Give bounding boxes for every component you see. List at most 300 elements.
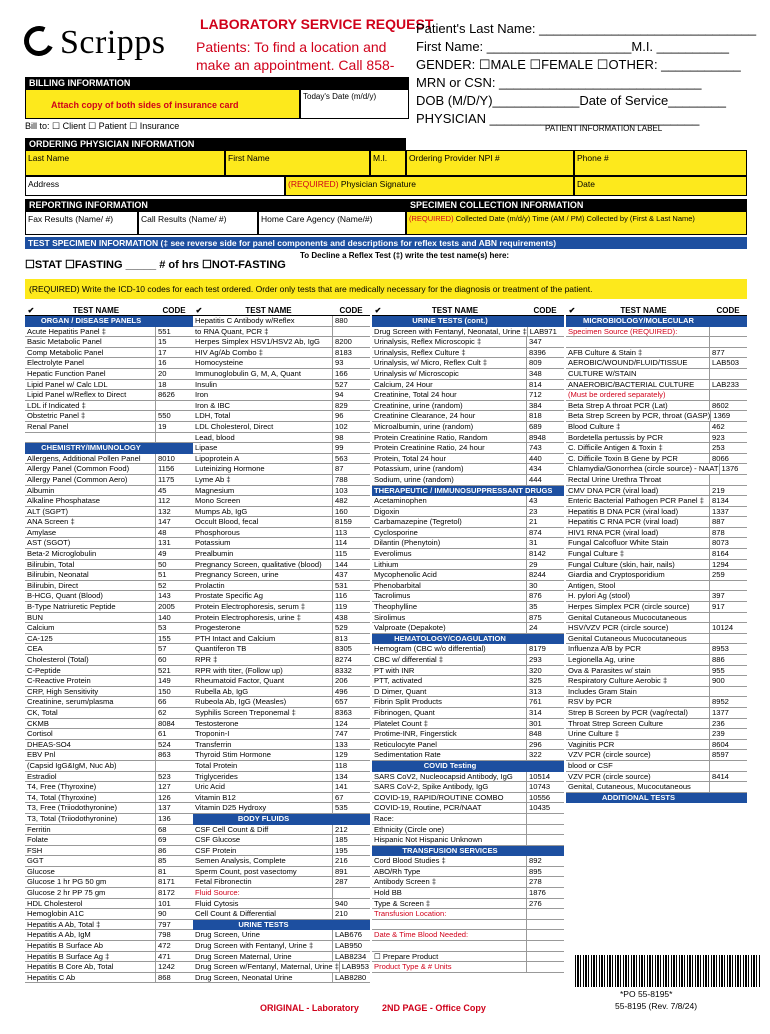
test-row[interactable] <box>193 952 370 963</box>
test-row[interactable] <box>25 962 193 973</box>
test-row[interactable] <box>193 782 370 793</box>
test-row[interactable] <box>193 369 370 380</box>
physician-first-name[interactable]: First Name <box>225 150 370 176</box>
test-row[interactable] <box>372 867 564 878</box>
test-row[interactable] <box>372 803 564 814</box>
test-name: Drug Screen with Fentanyl, Urine ‡ <box>193 941 332 952</box>
test-row[interactable] <box>193 655 370 666</box>
test-code: 1294 <box>709 560 747 571</box>
test-row[interactable] <box>372 708 564 719</box>
required-note[interactable] <box>372 930 564 941</box>
test-row[interactable] <box>193 856 370 867</box>
mrn-field[interactable]: MRN or CSN: ____________________________ <box>416 75 702 90</box>
test-row[interactable] <box>372 899 564 910</box>
test-row[interactable] <box>25 401 193 412</box>
test-row[interactable] <box>25 528 193 539</box>
test-row[interactable] <box>193 401 370 412</box>
test-row[interactable] <box>25 369 193 380</box>
test-name: Potassium <box>193 538 332 549</box>
test-row[interactable] <box>372 528 564 539</box>
test-code: 1156 <box>155 464 193 475</box>
test-row[interactable] <box>566 708 747 719</box>
test-row[interactable] <box>25 390 193 401</box>
test-row[interactable] <box>193 327 370 338</box>
physician-phone[interactable]: Phone # <box>574 150 747 176</box>
test-row[interactable] <box>25 358 193 369</box>
test-row[interactable] <box>193 877 370 888</box>
test-row[interactable] <box>193 962 370 973</box>
test-name: CSF Cell Count & Diff <box>193 825 332 836</box>
test-row[interactable] <box>566 454 747 465</box>
test-row[interactable] <box>372 348 564 359</box>
test-row[interactable] <box>193 750 370 761</box>
test-row[interactable] <box>372 856 564 867</box>
test-row[interactable] <box>25 877 193 888</box>
provider-npi[interactable]: Ordering Provider NPI # <box>406 150 574 176</box>
test-row[interactable] <box>193 909 370 920</box>
test-row[interactable] <box>372 729 564 740</box>
test-name: Throat Strep Screen Culture <box>566 719 709 730</box>
test-row[interactable] <box>193 348 370 359</box>
test-row[interactable] <box>25 464 193 475</box>
test-row[interactable] <box>25 909 193 920</box>
test-code: 955 <box>709 666 747 677</box>
test-row[interactable] <box>25 846 193 857</box>
test-row[interactable] <box>566 687 747 698</box>
test-row[interactable] <box>25 411 193 422</box>
test-row[interactable] <box>193 591 370 602</box>
icd-note: (REQUIRED) Write the ICD-10 codes for each test ordered. Order only tests that are medically necessary for the diagnosis or treatment of the patient. <box>25 279 747 299</box>
test-row[interactable] <box>25 761 193 772</box>
test-row[interactable] <box>372 422 564 433</box>
test-row[interactable] <box>25 952 193 963</box>
test-row[interactable] <box>566 634 747 645</box>
test-row[interactable] <box>372 941 564 952</box>
test-row[interactable] <box>372 433 564 444</box>
test-row[interactable] <box>25 475 193 486</box>
test-row[interactable] <box>25 708 193 719</box>
test-code: 886 <box>709 655 747 666</box>
test-row[interactable] <box>566 411 747 422</box>
test-row[interactable] <box>25 888 193 899</box>
patient-first-name-field[interactable]: First Name: ____________________M.I. __________ <box>416 39 729 54</box>
test-row[interactable] <box>566 644 747 655</box>
test-code: 940 <box>332 899 370 910</box>
test-row[interactable] <box>566 570 747 581</box>
test-row[interactable] <box>25 750 193 761</box>
test-row[interactable] <box>566 433 747 444</box>
test-row[interactable] <box>193 687 370 698</box>
test-row[interactable] <box>566 613 747 624</box>
test-row[interactable] <box>193 507 370 518</box>
required-note[interactable] <box>566 327 747 338</box>
test-row[interactable] <box>25 772 193 783</box>
bill-to[interactable]: Bill to: ☐ Client ☐ Patient ☐ Insurance <box>25 121 180 131</box>
physician-mi[interactable]: M.I. <box>370 150 406 176</box>
test-row[interactable] <box>372 697 564 708</box>
test-name: Hepatitis A Ab, IgM <box>25 930 155 941</box>
test-row[interactable] <box>566 655 747 666</box>
test-row[interactable] <box>25 602 193 613</box>
test-row[interactable] <box>193 380 370 391</box>
gender-field[interactable]: GENDER: ☐MALE ☐FEMALE ☐OTHER: ___________ <box>416 57 741 72</box>
test-row[interactable] <box>372 740 564 751</box>
test-code: 98 <box>332 433 370 444</box>
test-name: Antigen, Stool <box>566 581 709 592</box>
test-row[interactable] <box>25 496 193 507</box>
test-row[interactable] <box>193 899 370 910</box>
test-row[interactable] <box>566 358 747 369</box>
test-row[interactable] <box>25 337 193 348</box>
test-row[interactable] <box>372 814 564 825</box>
test-row[interactable] <box>566 719 747 730</box>
test-row[interactable] <box>193 486 370 497</box>
test-name: Hepatic Function Panel <box>25 369 155 380</box>
test-row[interactable] <box>566 750 747 761</box>
test-row[interactable] <box>25 676 193 687</box>
test-code: 1242 <box>155 962 193 973</box>
test-code: 8134 <box>709 496 747 507</box>
home-care-agency[interactable]: Home Care Agency (Name/#) <box>258 211 406 235</box>
test-row[interactable] <box>372 475 564 486</box>
physician-signature[interactable] <box>285 176 574 196</box>
test-code: 212 <box>332 825 370 836</box>
test-row[interactable] <box>193 634 370 645</box>
test-row[interactable] <box>372 570 564 581</box>
section-header <box>372 634 564 645</box>
test-row[interactable] <box>372 337 564 348</box>
test-row[interactable] <box>25 507 193 518</box>
test-row[interactable] <box>25 729 193 740</box>
test-row[interactable] <box>566 697 747 708</box>
test-row[interactable] <box>25 973 193 984</box>
test-row[interactable] <box>566 422 747 433</box>
test-row[interactable] <box>193 390 370 401</box>
test-code: 8626 <box>155 390 193 401</box>
test-code: 236 <box>709 719 747 730</box>
test-code: 444 <box>526 475 564 486</box>
test-row[interactable] <box>193 835 370 846</box>
test-row[interactable] <box>25 899 193 910</box>
test-row[interactable] <box>566 666 747 677</box>
test-code: 147 <box>155 517 193 528</box>
test-row[interactable] <box>193 517 370 528</box>
test-row[interactable] <box>193 528 370 539</box>
test-name: H. pylori Ag (stool) <box>566 591 709 602</box>
test-name: Antibody Screen ‡ <box>372 877 526 888</box>
test-row[interactable] <box>193 549 370 560</box>
test-row[interactable] <box>566 443 747 454</box>
stat-fasting[interactable]: ☐STAT ☐FASTING _____ # of hrs ☐NOT-FASTING <box>25 259 286 271</box>
test-row[interactable] <box>193 538 370 549</box>
test-row[interactable] <box>566 496 747 507</box>
test-code: 124 <box>332 719 370 730</box>
test-code: 61 <box>155 729 193 740</box>
test-row[interactable] <box>25 941 193 952</box>
test-code: 900 <box>709 676 747 687</box>
test-code <box>709 634 747 645</box>
test-row[interactable] <box>566 369 747 380</box>
test-code: 259 <box>709 570 747 581</box>
test-row[interactable] <box>193 358 370 369</box>
test-row[interactable] <box>193 697 370 708</box>
test-code: 10124 <box>709 623 747 634</box>
test-row[interactable] <box>372 496 564 507</box>
test-code: 301 <box>526 719 564 730</box>
required-note[interactable] <box>372 909 564 920</box>
test-row[interactable] <box>25 560 193 571</box>
required-note[interactable] <box>566 390 747 401</box>
test-row[interactable] <box>372 517 564 528</box>
specimen-header: SPECIMEN COLLECTION INFORMATION <box>406 199 747 211</box>
test-row[interactable] <box>25 803 193 814</box>
test-row[interactable] <box>25 380 193 391</box>
test-row[interactable] <box>25 327 193 338</box>
test-row[interactable] <box>25 517 193 528</box>
test-row[interactable] <box>25 454 193 465</box>
test-row[interactable] <box>372 772 564 783</box>
test-row[interactable] <box>25 549 193 560</box>
test-row[interactable] <box>193 581 370 592</box>
test-name: Herpes Simplex HSV1/HSV2 Ab, IgG <box>193 337 332 348</box>
test-row[interactable] <box>193 422 370 433</box>
physician-last-name[interactable]: Last Name <box>25 150 225 176</box>
test-row[interactable] <box>372 687 564 698</box>
test-row[interactable] <box>193 825 370 836</box>
test-row[interactable] <box>193 867 370 878</box>
test-row[interactable] <box>193 729 370 740</box>
test-row[interactable] <box>566 549 747 560</box>
code-header: CODE <box>533 306 557 315</box>
test-row[interactable] <box>193 772 370 783</box>
test-row[interactable] <box>372 411 564 422</box>
test-row[interactable] <box>372 644 564 655</box>
dob-field[interactable]: DOB (M/D/Y)____________Date of Service________ <box>416 93 727 108</box>
test-row[interactable] <box>372 390 564 401</box>
test-row[interactable] <box>193 708 370 719</box>
physician-address[interactable]: Address <box>25 176 285 196</box>
test-code: 471 <box>155 952 193 963</box>
test-row[interactable] <box>193 740 370 751</box>
test-row[interactable] <box>372 327 564 338</box>
test-row[interactable] <box>193 570 370 581</box>
po-number: *PO 55-8195* <box>620 989 673 999</box>
test-row[interactable] <box>566 761 747 772</box>
test-row[interactable] <box>193 560 370 571</box>
test-row[interactable] <box>25 634 193 645</box>
test-row[interactable] <box>372 666 564 677</box>
test-row[interactable] <box>372 920 564 931</box>
test-code: 67 <box>332 793 370 804</box>
test-row[interactable] <box>25 740 193 751</box>
test-code: 462 <box>709 422 747 433</box>
test-row[interactable] <box>372 591 564 602</box>
test-row[interactable] <box>25 433 193 444</box>
test-row[interactable] <box>193 846 370 857</box>
test-row[interactable] <box>25 538 193 549</box>
test-row[interactable] <box>372 358 564 369</box>
test-row[interactable] <box>193 930 370 941</box>
test-code: 657 <box>332 697 370 708</box>
test-row[interactable] <box>372 676 564 687</box>
test-row[interactable] <box>25 782 193 793</box>
test-row[interactable] <box>25 613 193 624</box>
test-row[interactable] <box>372 655 564 666</box>
test-row[interactable] <box>372 613 564 624</box>
fax-results[interactable]: Fax Results (Name/ #) <box>25 211 138 235</box>
test-row[interactable] <box>566 464 747 475</box>
test-row[interactable] <box>566 602 747 613</box>
test-row[interactable] <box>372 782 564 793</box>
test-row[interactable] <box>372 369 564 380</box>
test-row[interactable] <box>193 475 370 486</box>
patient-last-name-field[interactable]: Patient's Last Name: ______________________________ <box>416 21 757 36</box>
test-row[interactable] <box>25 719 193 730</box>
test-name: Pregnancy Screen, urine <box>193 570 332 581</box>
signature-date[interactable]: Date <box>574 176 747 196</box>
test-row[interactable] <box>566 380 747 391</box>
test-row[interactable] <box>25 867 193 878</box>
section-title: THERAPEUTIC / IMMUNOSUPPRESSANT DRUGS <box>374 485 553 495</box>
test-row[interactable] <box>566 581 747 592</box>
test-row[interactable] <box>193 973 370 984</box>
test-name: Genital Cutaneous Mucocutaneous <box>566 634 709 645</box>
test-code <box>709 369 747 380</box>
test-row[interactable] <box>25 835 193 846</box>
test-row[interactable] <box>25 644 193 655</box>
test-code: 813 <box>332 634 370 645</box>
test-row[interactable] <box>193 676 370 687</box>
test-row[interactable] <box>372 835 564 846</box>
test-row[interactable] <box>193 803 370 814</box>
test-row[interactable] <box>566 401 747 412</box>
test-row[interactable] <box>25 591 193 602</box>
test-name: C-Reactive Protein <box>25 676 155 687</box>
test-row[interactable] <box>193 443 370 454</box>
test-row[interactable] <box>193 454 370 465</box>
test-row[interactable] <box>193 496 370 507</box>
test-row[interactable] <box>372 549 564 560</box>
test-row[interactable] <box>372 454 564 465</box>
required-note[interactable] <box>372 962 564 973</box>
test-row[interactable] <box>372 380 564 391</box>
test-row[interactable] <box>193 337 370 348</box>
specimen-collection[interactable] <box>406 211 747 235</box>
test-row[interactable] <box>566 623 747 634</box>
test-code: 66 <box>155 697 193 708</box>
test-row[interactable] <box>25 793 193 804</box>
test-row[interactable] <box>25 930 193 941</box>
test-row[interactable] <box>372 952 564 963</box>
test-row[interactable] <box>566 729 747 740</box>
test-row[interactable] <box>372 443 564 454</box>
test-row[interactable] <box>372 507 564 518</box>
test-row[interactable] <box>193 761 370 772</box>
test-row[interactable] <box>372 538 564 549</box>
test-row[interactable] <box>193 644 370 655</box>
test-row[interactable] <box>25 570 193 581</box>
test-code: 49 <box>155 549 193 560</box>
test-row[interactable] <box>193 433 370 444</box>
test-row[interactable] <box>25 920 193 931</box>
test-row[interactable] <box>193 623 370 634</box>
test-row[interactable] <box>566 348 747 359</box>
test-row[interactable] <box>25 856 193 867</box>
test-code: 8084 <box>155 719 193 730</box>
required-note[interactable] <box>193 888 370 899</box>
test-row[interactable] <box>372 560 564 571</box>
todays-date-field[interactable]: Today's Date (m/d/y) <box>300 89 409 119</box>
test-name: Bilirubin, Neonatal <box>25 570 155 581</box>
test-row[interactable] <box>25 655 193 666</box>
test-row[interactable] <box>372 750 564 761</box>
test-row[interactable] <box>566 740 747 751</box>
test-row[interactable] <box>25 666 193 677</box>
test-row[interactable] <box>566 538 747 549</box>
test-row[interactable] <box>566 517 747 528</box>
test-row[interactable] <box>193 719 370 730</box>
test-code: 85 <box>155 856 193 867</box>
test-name: Fetal Fibronectin <box>193 877 332 888</box>
test-row[interactable] <box>193 613 370 624</box>
test-name: Transferrin <box>193 740 332 751</box>
test-row[interactable] <box>372 825 564 836</box>
test-row[interactable] <box>566 772 747 783</box>
test-row[interactable] <box>25 687 193 698</box>
test-row[interactable] <box>566 591 747 602</box>
test-row[interactable] <box>25 486 193 497</box>
test-name: Mycophenolic Acid <box>372 570 526 581</box>
test-row[interactable] <box>566 528 747 539</box>
test-row[interactable] <box>193 602 370 613</box>
test-row[interactable] <box>25 697 193 708</box>
test-row[interactable] <box>372 581 564 592</box>
test-row[interactable] <box>372 877 564 888</box>
test-row[interactable] <box>193 411 370 422</box>
test-row[interactable] <box>25 814 193 825</box>
test-row[interactable] <box>566 782 747 793</box>
test-row[interactable] <box>566 507 747 518</box>
test-row[interactable] <box>193 941 370 952</box>
test-row[interactable] <box>25 623 193 634</box>
test-row[interactable] <box>25 422 193 433</box>
test-row[interactable] <box>566 486 747 497</box>
test-row[interactable] <box>193 666 370 677</box>
test-row[interactable] <box>25 825 193 836</box>
test-row[interactable] <box>372 888 564 899</box>
test-row[interactable] <box>372 719 564 730</box>
test-row[interactable] <box>566 337 747 348</box>
test-name: Lithium <box>372 560 526 571</box>
test-row[interactable] <box>372 401 564 412</box>
test-row[interactable] <box>372 793 564 804</box>
test-code: 144 <box>332 560 370 571</box>
test-row[interactable] <box>25 348 193 359</box>
test-row[interactable] <box>372 464 564 475</box>
test-row[interactable] <box>193 464 370 475</box>
test-row[interactable] <box>566 676 747 687</box>
test-row[interactable] <box>566 475 747 486</box>
test-row[interactable] <box>566 560 747 571</box>
test-row[interactable] <box>193 793 370 804</box>
test-row[interactable] <box>25 581 193 592</box>
test-row[interactable] <box>372 623 564 634</box>
required-label: (REQUIRED) <box>288 179 339 189</box>
call-results[interactable]: Call Results (Name/ #) <box>138 211 258 235</box>
physician-field[interactable]: PHYSICIAN _____________________________ <box>416 111 700 126</box>
test-row[interactable] <box>372 602 564 613</box>
test-row[interactable] <box>193 316 370 327</box>
